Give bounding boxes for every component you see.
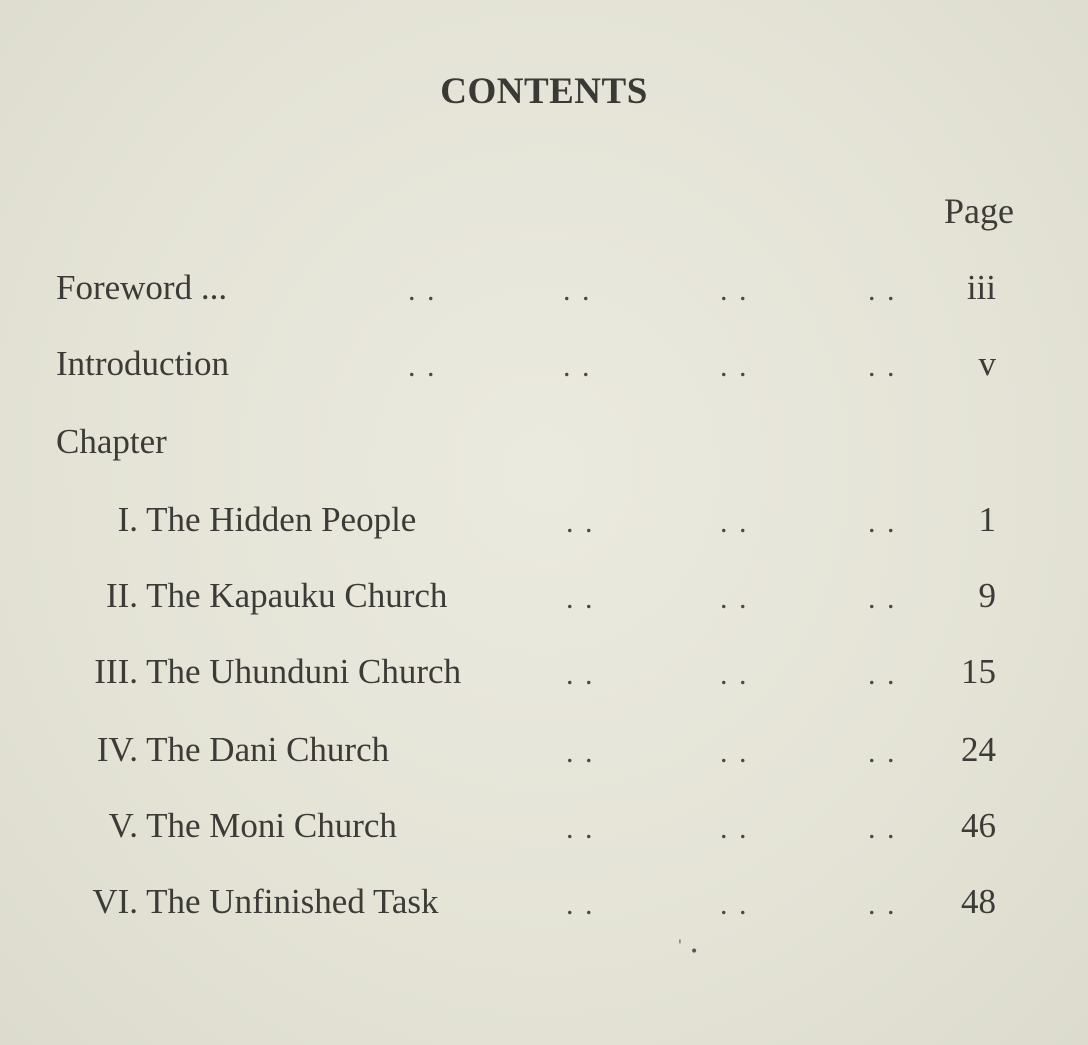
chapter-label: Chapter [56, 422, 167, 461]
chapter-title: The Dani Church [146, 730, 390, 769]
toc-entry-chapter-6 [0, 882, 1088, 932]
leader-dots: . . [720, 888, 749, 921]
chapter-entry [56, 576, 447, 616]
leader-dots: . . [720, 658, 749, 691]
chapter-title: The Kapauku Church [146, 576, 448, 615]
leader-dots: . . [566, 888, 595, 921]
chapter-entry [56, 652, 461, 692]
chapter-numeral: II. [105, 576, 138, 615]
entry-page-number: iii [966, 268, 996, 307]
print-speck: • [690, 944, 699, 960]
entry-label: Introduction [56, 344, 230, 383]
leader-dots: . . [566, 736, 595, 769]
chapter-title: The Moni Church [146, 806, 397, 845]
leader-dots: . . [408, 274, 437, 307]
leader-dots: . . [868, 658, 897, 691]
toc-entry-foreword [0, 268, 1088, 318]
leader-dots: . . [566, 658, 595, 691]
leader-dots: . . [868, 888, 897, 921]
entry-page-number: 1 [978, 500, 996, 539]
leader-dots: . . [566, 506, 595, 539]
chapter-title: The Uhunduni Church [146, 652, 462, 691]
toc-entry-chapter-2 [0, 576, 1088, 626]
entry-page-number: 9 [978, 576, 996, 615]
print-speck: ' [678, 938, 682, 954]
leader-dots: . . [563, 350, 592, 383]
page-column-label: Page [944, 191, 1014, 231]
leader-dots: . . [720, 506, 749, 539]
leader-dots: . . [868, 350, 897, 383]
entry-page-number: v [978, 344, 996, 383]
leader-dots: . . [720, 736, 749, 769]
toc-entry-introduction [0, 344, 1088, 394]
chapter-numeral: VI. [92, 882, 138, 921]
entry-page-number: 24 [961, 730, 996, 769]
entry-page-number: 46 [961, 806, 996, 845]
entry-label: Foreword ... [56, 268, 228, 307]
chapter-entry [56, 882, 439, 922]
leader-dots: . . [868, 812, 897, 845]
leader-dots: . . [868, 274, 897, 307]
chapter-heading [0, 422, 1088, 472]
leader-dots: . . [563, 274, 592, 307]
toc-entry-chapter-1 [0, 500, 1088, 550]
entry-page-number: 48 [961, 882, 996, 921]
leader-dots: . . [868, 582, 897, 615]
toc-entry-chapter-3 [0, 652, 1088, 702]
leader-dots: . . [868, 506, 897, 539]
chapter-entry [56, 730, 389, 770]
toc-entry-chapter-5 [0, 806, 1088, 856]
leader-dots: . . [720, 350, 749, 383]
chapter-title: The Hidden People [146, 500, 417, 539]
chapter-numeral: I. [117, 500, 138, 539]
chapter-numeral: V. [108, 806, 138, 845]
toc-entry-chapter-4 [0, 730, 1088, 780]
chapter-entry [56, 500, 416, 540]
leader-dots: . . [408, 350, 437, 383]
leader-dots: . . [566, 582, 595, 615]
entry-page-number: 15 [961, 652, 996, 691]
leader-dots: . . [566, 812, 595, 845]
leader-dots: . . [720, 582, 749, 615]
chapter-numeral: IV. [96, 730, 138, 769]
leader-dots: . . [720, 274, 749, 307]
chapter-title: The Unfinished Task [146, 882, 439, 921]
contents-heading: CONTENTS [440, 71, 648, 112]
chapter-entry [56, 806, 397, 846]
chapter-numeral: III. [94, 652, 138, 691]
leader-dots: . . [720, 812, 749, 845]
leader-dots: . . [868, 736, 897, 769]
